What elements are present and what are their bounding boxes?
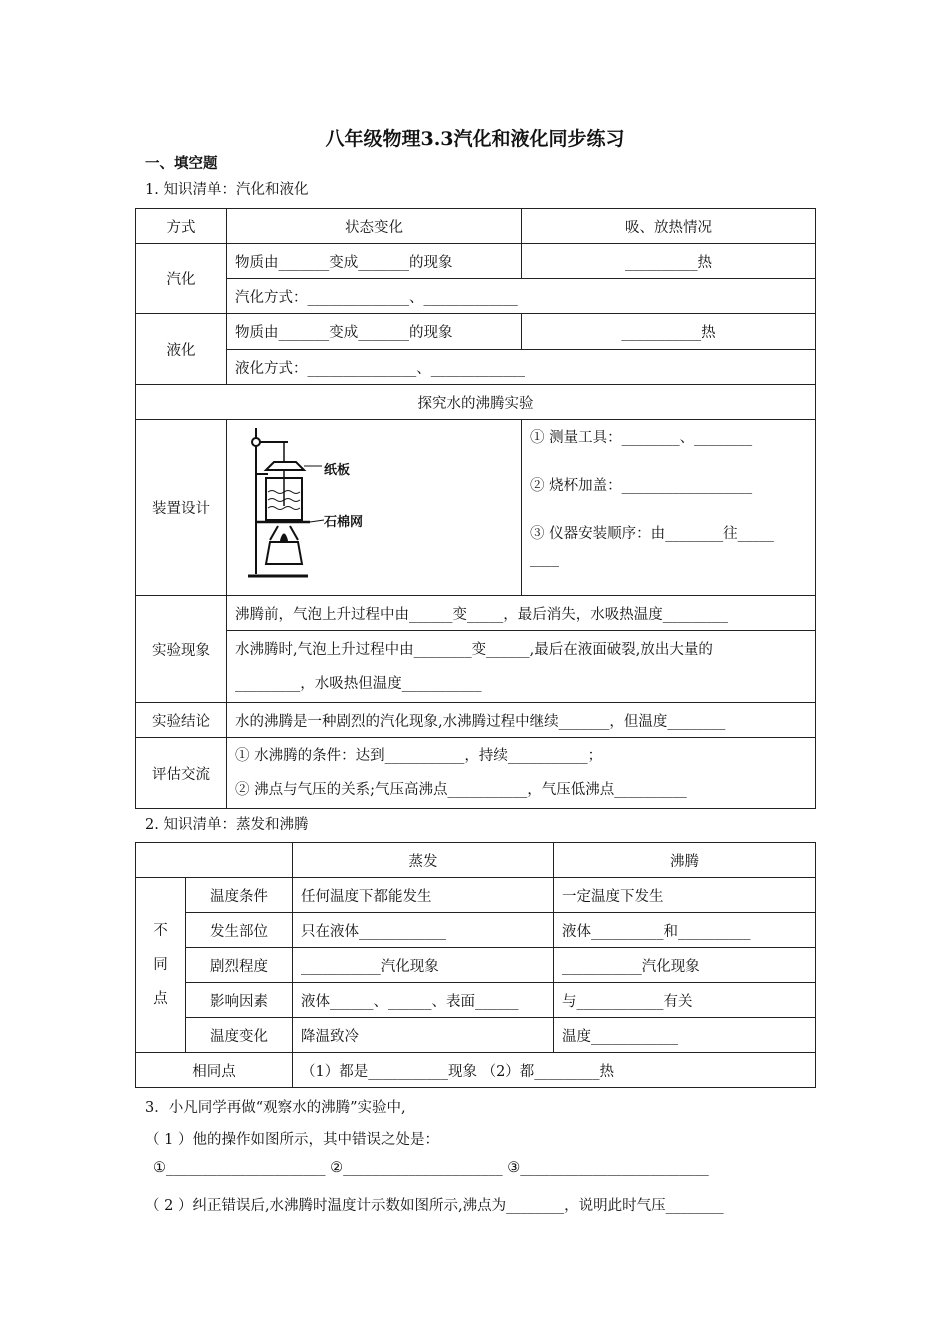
- evaporation-cell: 液体______、______、表面______: [293, 983, 554, 1018]
- header-heat: 吸、放热情况: [522, 209, 816, 244]
- evaporation-cell: ___________汽化现象: [293, 948, 554, 983]
- conclusion-text: 水的沸腾是一种剧烈的汽化现象,水沸腾过程中继续_______，但温度________: [227, 703, 816, 738]
- row-label: 影响因素: [186, 983, 293, 1018]
- same-label: 相同点: [136, 1053, 293, 1088]
- phenomenon-before: 沸腾前，气泡上升过程中由______变_____，最后消失，水吸热温度_________: [227, 596, 816, 631]
- evaluation-text: [227, 738, 816, 809]
- evaluation-line2: ② 沸点与气压的关系;气压高沸点___________，气压低沸点__________: [235, 782, 687, 798]
- header-boiling: 沸腾: [554, 843, 816, 878]
- conclusion-label: 实验结论: [136, 703, 227, 738]
- evaluation-label: 评估交流: [136, 738, 227, 809]
- vaporization-heat: __________热: [522, 244, 816, 279]
- liquefaction-heat: ___________热: [522, 314, 816, 350]
- question-2-heading: 2. 知识清单：蒸发和沸腾: [145, 817, 309, 833]
- evaporation-cell: 只在液体____________: [293, 913, 554, 948]
- liquefaction-label: 液化: [136, 314, 227, 385]
- label-asbestos-mesh: 石棉网: [324, 515, 364, 530]
- evaluation-line1: ① 水沸腾的条件：达到___________，持续___________；: [235, 748, 603, 764]
- boiling-cell: 温度____________: [554, 1018, 816, 1053]
- boiling-cell: ___________汽化现象: [554, 948, 816, 983]
- page-title: 八年级物理3.3汽化和液化同步练习: [325, 128, 625, 150]
- question-1-heading: 1. 知识清单：汽化和液化: [145, 182, 309, 198]
- vaporization-table: [135, 208, 816, 809]
- setup-item-3: ③ 仪器安装顺序：由________往_____: [530, 526, 774, 542]
- phenomenon-boiling-line2: _________，水吸热但温度___________: [235, 675, 482, 692]
- row-label: 剧烈程度: [186, 948, 293, 983]
- experiment-title: 探究水的沸腾实验: [136, 385, 816, 420]
- same-text: （1）都是___________现象 （2）都_________热: [293, 1053, 816, 1088]
- liquefaction-state: 物质由_______变成_______的现象: [227, 314, 522, 350]
- question-3-part-1: （ 1 ）他的操作如图所示，其中错误之处是：: [145, 1132, 439, 1148]
- section-heading: 一、填空题: [145, 155, 218, 172]
- row-label: 发生部位: [186, 913, 293, 948]
- phenomenon-label: 实验现象: [136, 596, 227, 703]
- phenomenon-boiling: [227, 631, 816, 703]
- setup-item-2: ② 烧杯加盖：__________________: [530, 478, 753, 494]
- difference-char-3: 点: [153, 991, 168, 1007]
- header-state-change: 状态变化: [227, 209, 522, 244]
- liquefaction-ways: 液化方式：_______________、_____________: [227, 350, 816, 385]
- label-paperboard: 纸板: [324, 463, 351, 478]
- difference-label: [136, 878, 186, 1053]
- boiling-cell: 与____________有关: [554, 983, 816, 1018]
- header-mode: 方式: [136, 209, 227, 244]
- question-3-part-2: （ 2 ）纠正错误后,水沸腾时温度计示数如图所示,沸点为________，说明此时气压________: [145, 1198, 724, 1214]
- boiling-cell: 一定温度下发生: [554, 878, 816, 913]
- vaporization-state: 物质由_______变成_______的现象: [227, 244, 522, 279]
- boiling-apparatus-figure: [246, 422, 374, 580]
- setup-items: [522, 420, 816, 596]
- row-label: 温度条件: [186, 878, 293, 913]
- header-evaporation: 蒸发: [293, 843, 554, 878]
- vaporization-label: 汽化: [136, 244, 227, 314]
- vaporization-ways: 汽化方式：______________、_____________: [227, 279, 816, 314]
- setup-label: 装置设计: [136, 420, 227, 596]
- question-3-blanks: ①______________________ ②______________________ ③__________________________: [153, 1160, 709, 1176]
- setup-item-1: ① 测量工具：________、________: [530, 430, 753, 446]
- blank-header: [136, 843, 293, 878]
- evaporation-cell: 降温致冷: [293, 1018, 554, 1053]
- phenomenon-boiling-line1: 水沸腾时,气泡上升过程中由________变______,最后在液面破裂,放出大量的: [235, 641, 713, 658]
- evaporation-boiling-table: [135, 842, 816, 1088]
- difference-char-1: 不: [153, 923, 168, 939]
- question-3-heading: 3．小凡同学再做“观察水的沸腾”实验中,: [145, 1100, 406, 1116]
- setup-item-3-cont: ____: [530, 551, 559, 567]
- difference-char-2: 同: [153, 957, 168, 973]
- evaporation-cell: 任何温度下都能发生: [293, 878, 554, 913]
- boiling-cell: 液体__________和__________: [554, 913, 816, 948]
- row-label: 温度变化: [186, 1018, 293, 1053]
